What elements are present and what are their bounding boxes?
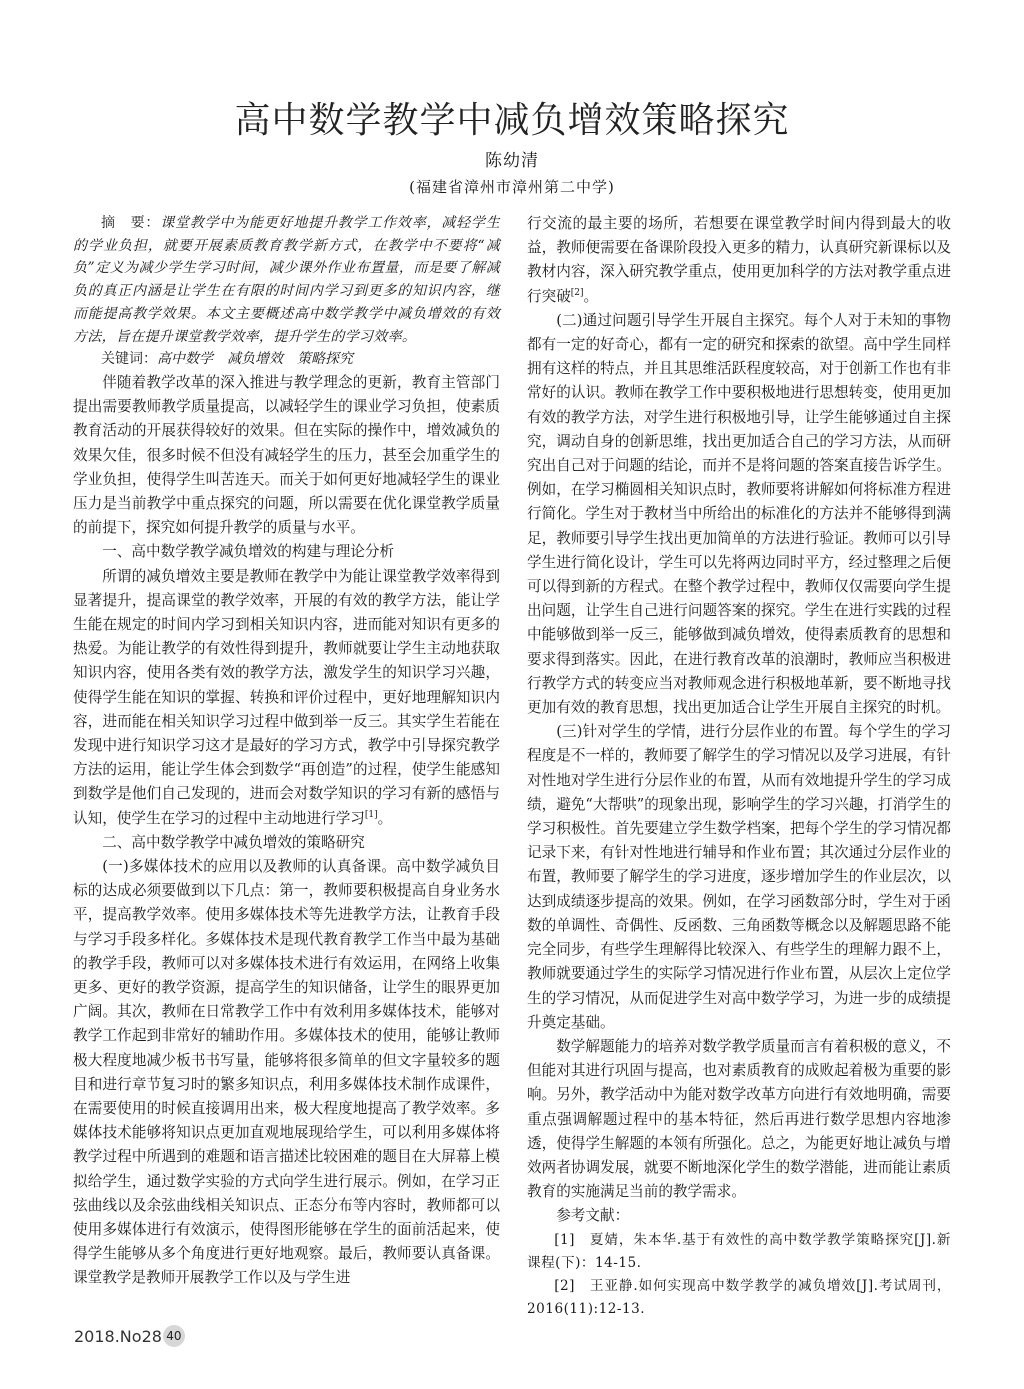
paragraph: (一)多媒体技术的应用以及教师的认真备课。高中数学减负目标的达成必须要做到以下几点：第一，教师要积极提高自身业务水平，提高教学效率。使用多媒体技术等先进教学方法，让教育手段与学习手段多样化。多媒体技术是现代教育教学工作当中最为基础的教学手段，教师可以对多媒体技术进行有效运用，在网络上收集更多、更好的教学资源，提高学生的知识储备，让学生的眼界更加广阔。其次，教师在日常教学工作中有效利用多媒体技术，能够对教学工作起到非常好的辅助作用。多媒体技术的使用，能够让教师极大程度地减少板书书写量，能够将很多简单的但文字量较多的题目和进行章节复习时的繁多知识点，利用多媒体技术制作成课件，在需要使用的时候直接调用出来，极大程度地提高了教学效率。多媒体技术能够将知识点更加直观地展现给学生，可以利用多媒体将教学过程中所遇到的难题和语言描述比较困难的题目在大屏幕上模拟给学生，通过数学实验的方式向学生进行展示。例如，在学习正弦曲线以及余弦曲线相关知识点、正态分布等内容时，教师都可以使用多媒体进行有效演示，使得图形能够在学生的面前活起来，使得学生能够从多个角度进行更好地观察。最后，教师要认真备课。课堂教学是教师开展教学工作以及与学生进 — [73, 857, 500, 1287]
references-heading: 参考文献： — [556, 1207, 630, 1225]
abstract-text: 课堂教学中为能更好地提升教学工作效率，减轻学生的学业负担，就要开展素质教育教学新方式，在教学中不要将“减负”定义为减少学生学习时间，减少课外作业布置量，而是要了解减负的真正内涵是让学生在有限的时间内学习到更多的知识内容，继而能提高教学效果。本文主要概述高中数学教学中减负增效的有效方法，旨在提升课堂教学效率，提升学生的学习效率。 — [73, 215, 500, 345]
section-heading-2: 二、高中数学教学中减负增效的策略研究 — [102, 833, 365, 851]
paragraph-text: 行交流的最主要的场所，若想要在课堂教学时间内得到最大的收益，教师便需要在备课阶段投入更多的精力，认真研究新课标以及教材内容，深入研究教学重点，使用更加科学的方法对教学重点进行突破 — [527, 215, 951, 305]
paragraph — [73, 565, 500, 831]
abstract — [73, 212, 500, 348]
page-number: 40 — [163, 1325, 185, 1347]
page-footer — [74, 1325, 185, 1347]
reference-item: [2] 王亚静.如何实现高中数学教学的减负增效[J].考试周刊，2016(11):12-13. — [527, 1277, 951, 1317]
abstract-label: 摘 要： — [101, 215, 161, 231]
paragraph: (二)通过问题引导学生开展自主探究。每个人对于未知的事物都有一定的好奇心，都有一定的研究和探索的欲望。高中学生同样拥有这样的特点，并且其思维活跃程度较高，对于创新工作也有非常好的认识。教师在教学工作中要积极地进行思想转变，使用更加有效的教学方法，对学生进行积极地引导，让学生能够通过自主探究，调动自身的创新思维，找出更加适合自己的学习方法，从而研究出自己对于问题的结论，而并不是将问题的答案直接告诉学生。例如，在学习椭圆相关知识点时，教师要将讲解如何将标准方程进行简化。学生对于教材当中所给出的标准化的方法并不能够得到满足，教师要引导学生找出更加简单的方法进行验证。教师可以引导学生进行简化设计，学生可以先将两边同时平方，经过整理之后便可以得到新的方程式。在整个教学过程中，教师仅仅需要向学生提出问题，让学生自己进行问题答案的探究。学生在进行实践的过程中能够做到举一反三，能够做到减负增效，使得素质教育的思想和要求得到落实。因此，在进行教育改革的浪潮时，教师应当积极进行教学方式的转变应当对教师观念进行积极地革新，要不断地寻找更加有效的教育思想，找出更加适合让学生开展自主探究的时机。 — [527, 311, 951, 717]
paragraph: 数学解题能力的培养对数学教学质量而言有着积极的意义，不但能对其进行巩固与提高，也对素质教育的成败起着极为重要的影响。另外，教学活动中为能对数学改革方向进行有效地明确，需要重点强调解题过程中的基本特征，然后再进行数学思想内容地渗透，使得学生解题的本领有所强化。总之，为能更好地让减负与增效两者协调发展，就要不断地深化学生的数学潜能，进而能让素质教育的实施满足当前的教学需求。 — [527, 1037, 951, 1201]
section-heading-1: 一、高中数学教学减负增效的构建与理论分析 — [102, 543, 395, 561]
right-column — [527, 212, 951, 1321]
author: 陈幼清 — [485, 151, 539, 171]
paragraph-end: 。 — [377, 809, 393, 827]
paragraph: (三)针对学生的学情，进行分层作业的布置。每个学生的学习程度是不一样的，教师要了解学生的学习情况以及学习进展，有针对性地对学生进行分层作业的布置，从而有效地提升学生的学习成绩，避免“大帮哄”的现象出现，影响学生的学习兴趣，打消学生的学习积极性。首先要建立学生数学档案，把每个学生的学习情况都记录下来，有针对性地进行辅导和作业布置；其次通过分层作业的布置，教师要了解学生的学习进度，逐步增加学生的作业层次，以达到成绩逐步提高的效果。例如，在学习函数部分时，学生对于函数的单调性、奇偶性、反函数、三角函数等概念以及解题思路不能完全同步，有些学生理解得比较深入、有些学生的理解力跟不上，教师就要通过学生的实际学习情况进行作业布置，从层次上定位学生的学习情况，从而促进学生对高中数学学习，为进一步的成绩提升奠定基础。 — [527, 723, 951, 1031]
keywords-text: 高中数学 减负增效 策略探究 — [157, 351, 353, 368]
paragraph — [527, 212, 951, 309]
keywords — [73, 348, 500, 371]
citation: [1] — [364, 809, 378, 820]
paragraph-end: 。 — [583, 287, 599, 305]
issue-number: 2018.No28 — [74, 1326, 162, 1346]
keywords-label: 关键词： — [101, 351, 157, 368]
left-column — [73, 212, 500, 1291]
intro-paragraph: 伴随着教学改革的深入推进与教学理念的更新，教育主管部门提出需要教师教学质量提高，以减轻学生的课业学习负担，使素质教育活动的开展获得较好的效果。但在实际的操作中，增效减负的效果欠佳，很多时候不但没有减轻学生的压力，甚至会加重学生的学业负担，使得学生叫苦连天。而关于如何更好地减轻学生的课业压力是当前教学中重点探究的问题，所以需要在优化课堂教学质量的前提下，探究如何提升教学的质量与水平。 — [73, 373, 500, 537]
citation: [2] — [570, 287, 584, 298]
affiliation: (福建省漳州市漳州第二中学) — [409, 178, 615, 196]
reference-item: [1] 夏婧，朱本华.基于有效性的高中数学教学策略探究[J].新课程(下)：14-15. — [527, 1231, 951, 1271]
page-title: 高中数学教学中减负增效策略探究 — [234, 100, 790, 141]
paragraph-text: 所谓的减负增效主要是教师在教学中为能让课堂教学效率得到显著提升，提高课堂的教学效率，开展的有效的教学方法，能让学生能在规定的时间内学习到相关知识内容，进而能对知识有更多的热爱。为能让教学的有效性得到提升，教师就要让学生主动地获取知识内容，使用各类有效的教学方法，激发学生的知识学习兴趣，使得学生能在知识的掌握、转换和评价过程中，更好地理解知识内容，进而能在相关知识学习过程中做到举一反三。其实学生若能在发现中进行知识学习这才是最好的学习方式，教学中引导探究教学方法的运用，能让学生体会到数学“再创造”的过程，使学生能感知到数学是他们自己发现的，进而会对数学知识的学习有新的感悟与认知，使学生在学习的过程中主动地进行学习 — [73, 567, 500, 827]
